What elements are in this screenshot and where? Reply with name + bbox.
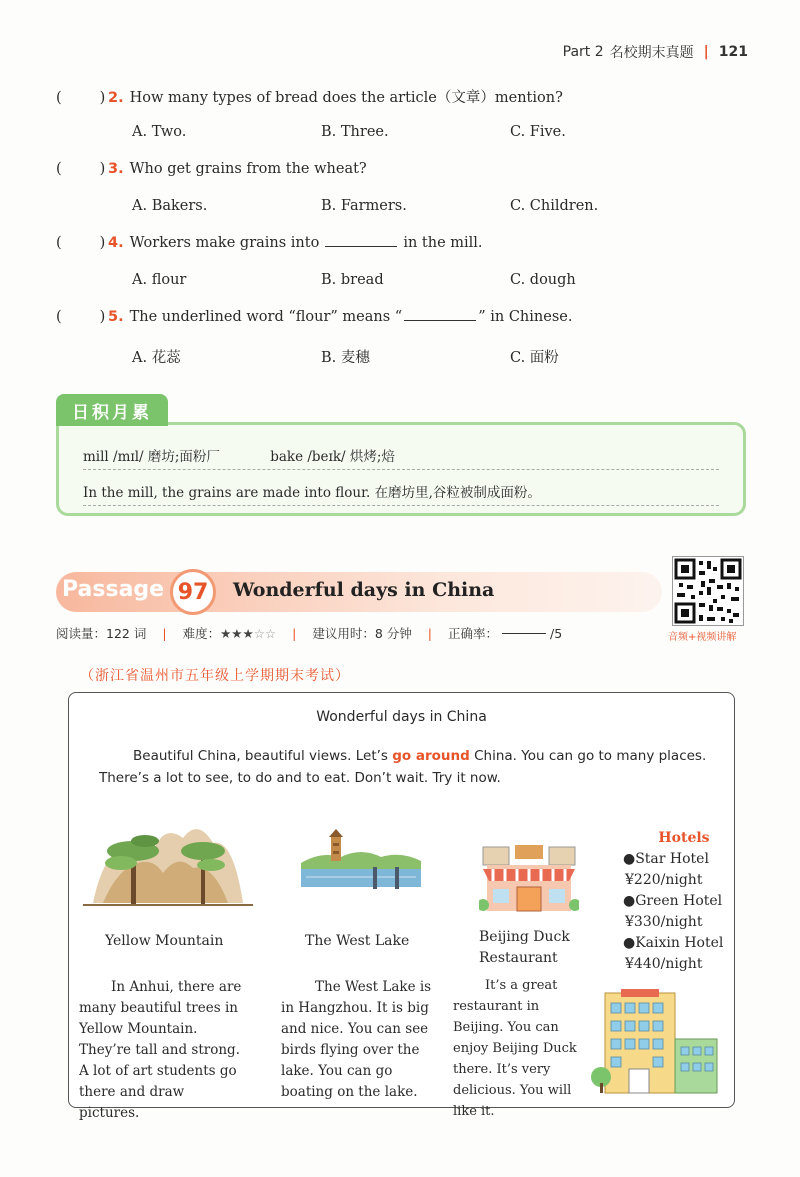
place-name-restaurant: Beijing Duck Restaurant	[479, 929, 570, 966]
question-number: 3.	[108, 161, 124, 177]
restaurant-illustration	[479, 845, 579, 919]
option-c[interactable]: C. Five.	[510, 124, 566, 140]
accuracy-blank[interactable]	[502, 633, 546, 634]
question-4	[56, 235, 483, 251]
place-text-yellow-mountain: In Anhui, there are many beautiful trees in Yellow Mountain. They’re tall and strong. A lot of art students go there and draw pictures.	[79, 979, 242, 1121]
daily-vocab-tab: 日积月累	[56, 394, 168, 426]
question-text-before: Workers make grains into	[129, 235, 320, 251]
option-c[interactable]: C. dough	[510, 272, 576, 288]
question-number: 2.	[108, 90, 124, 106]
options-5	[132, 346, 699, 367]
hotel-item: ●Green Hotel	[623, 893, 723, 909]
question-text-after: in the mill.	[403, 235, 483, 251]
question-number: 5.	[108, 309, 124, 325]
option-b[interactable]: B. Farmers.	[321, 198, 407, 214]
answer-blank[interactable]	[325, 246, 397, 247]
vocab-mill: mill /mɪl/ 磨坊;面粉厂	[83, 449, 220, 465]
hotel-price: ¥440/night	[625, 956, 703, 972]
option-b[interactable]: B. bread	[321, 272, 384, 288]
answer-paren[interactable]: ( )	[56, 309, 106, 325]
difficulty-label: 难度：	[182, 626, 221, 641]
part-label: Part 2	[562, 44, 604, 60]
options-4	[132, 272, 699, 288]
option-a[interactable]: A. Two.	[132, 124, 187, 140]
option-b[interactable]: B. Three.	[321, 124, 389, 140]
vocab-bake: bake /beɪk/ 烘烤;焙	[270, 449, 395, 465]
hotel-price: ¥220/night	[625, 872, 703, 888]
hotels-list	[619, 828, 729, 975]
exam-source: （浙江省温州市五年级上学期期末考试）	[80, 668, 350, 684]
answer-blank[interactable]	[404, 320, 476, 321]
word-count: 阅读量：122 词	[56, 626, 147, 641]
vocab-line-2: In the mill, the grains are made into flour. 在磨坊里,谷粒被制成面粉。	[83, 481, 719, 506]
answer-paren[interactable]: ( )	[56, 161, 106, 177]
place-name-yellow-mountain: Yellow Mountain	[105, 933, 224, 949]
hotel-building-illustration	[591, 989, 721, 1101]
place-text-restaurant: It’s a great restaurant in Beijing. You can enjoy Beijing Duck there. It’s very delicious. You will like it.	[453, 978, 577, 1119]
place-text-west-lake: The West Lake is in Hangzhou. It is big and nice. You can see birds flying over the lake. You can go boating on the lake.	[281, 979, 432, 1100]
options-2	[132, 124, 699, 140]
passage-number: 97	[170, 569, 216, 615]
option-a[interactable]: A. 花蕊	[132, 350, 181, 366]
option-c[interactable]: C. Children.	[510, 198, 599, 214]
answer-paren[interactable]: ( )	[56, 90, 106, 106]
section-label: 名校期末真题	[609, 45, 694, 61]
option-a[interactable]: A. Bakers.	[132, 198, 208, 214]
header-separator: |	[703, 44, 709, 60]
page-number: 121	[718, 44, 748, 60]
passage-meta: 阅读量：122 词 | 难度： ★★★ ☆☆ | 建议用时：8 分钟 | 正确率： /5	[56, 625, 563, 641]
question-number: 4.	[108, 235, 124, 251]
west-lake-illustration	[301, 827, 421, 897]
question-2	[56, 86, 563, 107]
qr-label: 音频+视频讲解	[668, 632, 737, 643]
passage-title: Wonderful days in China	[233, 579, 495, 601]
highlighted-phrase: go around	[392, 748, 470, 764]
difficulty-stars-empty: ☆☆	[253, 625, 277, 641]
hotel-price: ¥330/night	[625, 914, 703, 930]
option-a[interactable]: A. flour	[132, 272, 187, 288]
article-intro: Beautiful China, beautiful views. Let’s go around China. You can go to many places. There’s a lot to see, to do and to eat. Don’t wait. Try it now.	[99, 748, 707, 786]
page-header	[563, 42, 748, 62]
question-3	[56, 161, 367, 177]
difficulty-stars-filled: ★★★	[220, 625, 254, 641]
passage-label: Passage	[62, 577, 165, 602]
yellow-mountain-illustration	[83, 813, 253, 913]
hotel-item: ●Star Hotel	[623, 851, 709, 867]
question-text: Who get grains from the wheat?	[129, 161, 367, 177]
answer-paren[interactable]: ( )	[56, 235, 106, 251]
accuracy-label: 正确率：	[448, 626, 499, 641]
question-5	[56, 309, 572, 325]
hotel-item: ●Kaixin Hotel	[623, 935, 724, 951]
question-text: How many types of bread does the article（文章）mention?	[129, 90, 563, 106]
qr-code-icon[interactable]	[672, 556, 744, 626]
accuracy-total: /5	[550, 625, 563, 641]
hotels-title: Hotels	[658, 830, 710, 846]
daily-vocab-box	[56, 422, 746, 516]
option-b[interactable]: B. 麦穗	[321, 350, 370, 366]
question-text-before: The underlined word “flour” means “	[129, 309, 403, 325]
option-c[interactable]: C. 面粉	[510, 350, 559, 366]
options-3	[132, 198, 699, 214]
place-name-west-lake: The West Lake	[305, 933, 410, 949]
article-title: Wonderful days in China	[316, 709, 487, 725]
article-frame	[68, 692, 735, 1121]
suggested-time: 建议用时：8 分钟	[312, 626, 412, 641]
question-text-after: ” in Chinese.	[478, 309, 573, 325]
vocab-line-1	[83, 445, 719, 470]
